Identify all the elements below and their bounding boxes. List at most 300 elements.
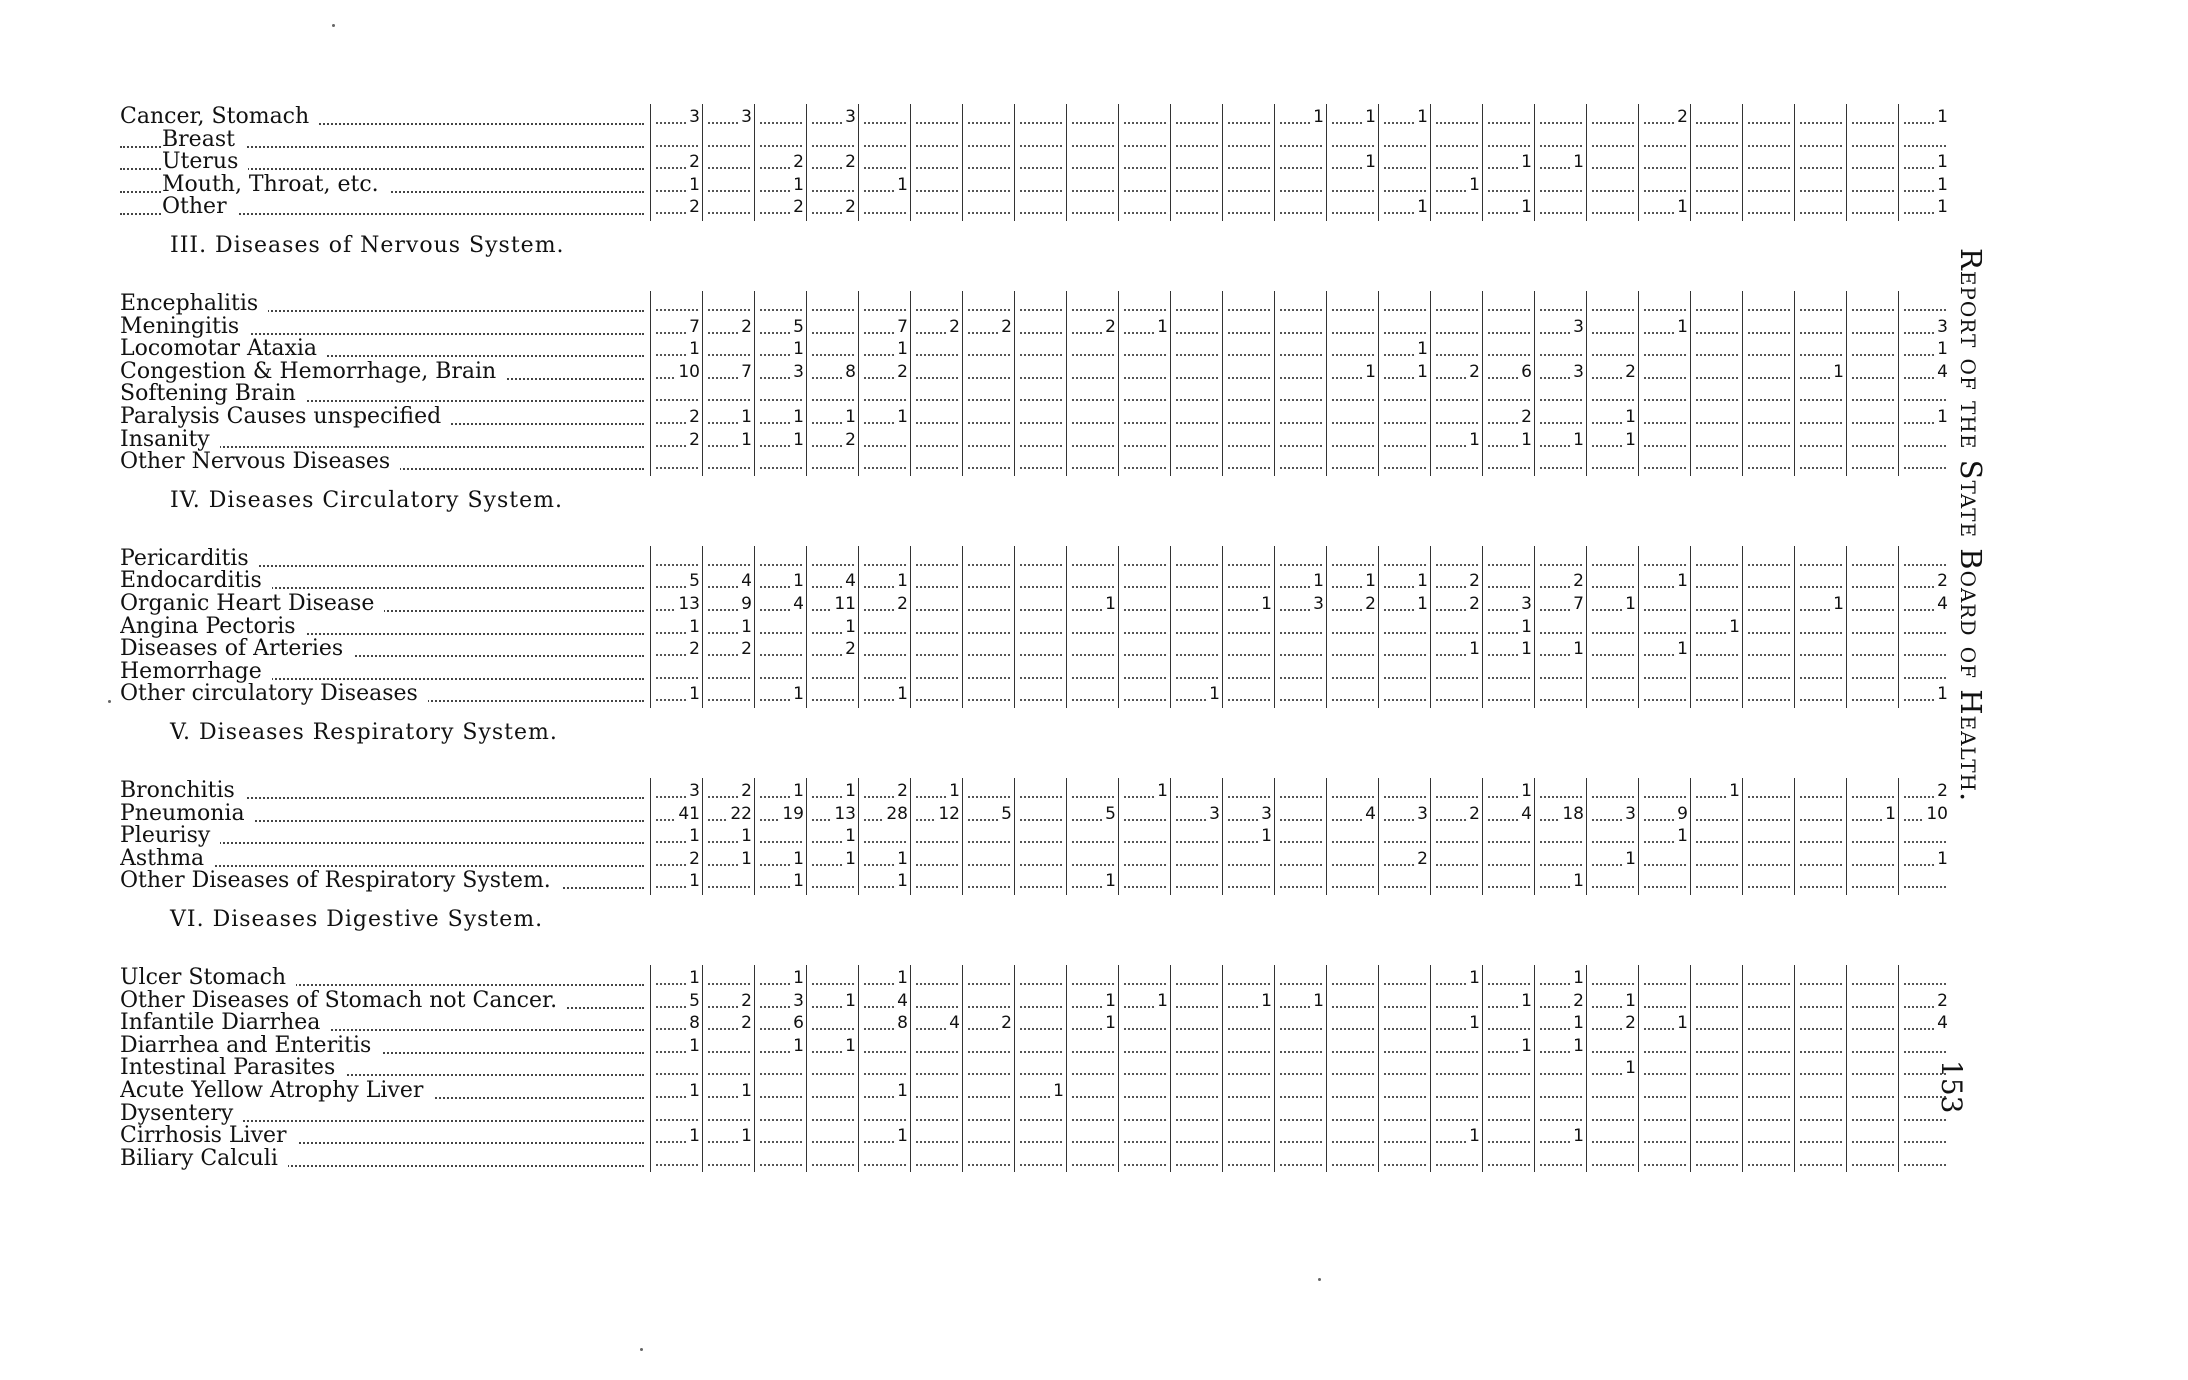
cell-dots (1384, 983, 1426, 985)
table-cell (810, 967, 856, 989)
table-cell (1902, 1035, 1948, 1057)
table-cell (654, 1103, 700, 1125)
cell-dots (708, 699, 750, 701)
cell-dots (1228, 677, 1270, 679)
cell-dots (1592, 212, 1634, 214)
table-cell (914, 361, 960, 383)
cell-dots (1800, 864, 1842, 866)
column-rule (858, 104, 859, 221)
cell-dots (1436, 864, 1478, 866)
table-cell (1590, 106, 1636, 128)
table-cell (1642, 106, 1688, 128)
cell-dots (1280, 309, 1322, 311)
column-rule (1534, 965, 1535, 1172)
cell-value: 1 (1365, 107, 1376, 127)
table-cell (1590, 151, 1636, 173)
table-cell (1226, 361, 1272, 383)
cell-value: 1 (793, 1035, 804, 1056)
cell-dots (812, 1028, 854, 1030)
table-cell (1902, 616, 1948, 638)
row-label-text: Endocarditis (120, 570, 272, 592)
paper-speck (1318, 1278, 1321, 1281)
cell-value: 1 (1417, 197, 1428, 218)
cell-dots (1488, 467, 1530, 469)
table-cell (758, 1125, 804, 1147)
cell-dots (1748, 1119, 1790, 1121)
cell-dots (812, 1119, 854, 1121)
table-cell (1226, 106, 1272, 128)
table-cell (1434, 406, 1480, 428)
table-cell (862, 661, 908, 683)
cell-dots (708, 309, 750, 311)
table-cell (1434, 129, 1480, 151)
column-rule (1690, 546, 1691, 708)
cell-dots (916, 122, 958, 124)
table-cell (966, 825, 1012, 847)
cell-dots (1280, 354, 1322, 356)
table-row (120, 847, 1948, 870)
table-cell (1850, 196, 1896, 218)
cell-dots (1748, 422, 1790, 424)
cell-value: 2 (1573, 571, 1584, 592)
cell-dots (1280, 632, 1322, 634)
cell-dots (1020, 1006, 1062, 1008)
row-label-text: Other Diseases of Respiratory System. (120, 870, 561, 892)
table-cell (1746, 848, 1792, 870)
cell-dots (916, 1141, 958, 1143)
cell-dots (1176, 654, 1218, 656)
cell-value: 1 (1573, 639, 1584, 660)
table-cell (914, 174, 960, 196)
cell-dots (1800, 212, 1842, 214)
row-label (120, 338, 644, 360)
cell-value: 3 (1573, 316, 1584, 337)
cell-dots (1436, 1096, 1478, 1098)
column-rule (1638, 291, 1639, 476)
cell-value: 2 (897, 361, 908, 382)
cell-value: 1 (845, 990, 856, 1011)
table-cell (1850, 174, 1896, 196)
cell-dots (1748, 841, 1790, 843)
cell-dots (1332, 1051, 1374, 1053)
cell-dots (1644, 190, 1686, 192)
table-row (120, 338, 1948, 361)
cell-dots (1436, 399, 1478, 401)
table-cell (1798, 870, 1844, 892)
cell-dots (1228, 586, 1270, 588)
cell-dots (1124, 983, 1166, 985)
cell-dots (1124, 864, 1166, 866)
cell-value: 2 (741, 1013, 752, 1034)
table-cell (914, 661, 960, 683)
table-cell (1538, 151, 1584, 173)
cell-dots (1228, 190, 1270, 192)
table-cell (1018, 383, 1064, 405)
cell-dots (1800, 819, 1842, 821)
column-rule (702, 546, 703, 708)
table-cell (758, 616, 804, 638)
cell-dots (1748, 564, 1790, 566)
table-cell (1486, 967, 1532, 989)
table-cell (1278, 1080, 1324, 1102)
table-cell (654, 661, 700, 683)
table-cell (1122, 174, 1168, 196)
column-rule (650, 104, 651, 221)
table-cell (1018, 1080, 1064, 1102)
table-cell (758, 1080, 804, 1102)
table-cell (758, 129, 804, 151)
table-row (120, 129, 1920, 151)
cell-value: 3 (1313, 594, 1324, 614)
cell-dots (1072, 699, 1114, 701)
cell-value: 1 (741, 429, 752, 450)
column-rule (1222, 546, 1223, 708)
column-rule (650, 291, 651, 476)
table-row (120, 870, 1920, 892)
cell-value: 9 (741, 594, 752, 614)
cell-dots (916, 632, 958, 634)
table-cell (1850, 638, 1896, 660)
cell-dots (1748, 796, 1790, 798)
cell-dots (1124, 190, 1166, 192)
cell-dots (1228, 699, 1270, 701)
table-cell (1018, 196, 1064, 218)
column-rule (1794, 104, 1795, 221)
cell-value: 1 (1261, 990, 1272, 1011)
table-cell (966, 616, 1012, 638)
cell-dots (1592, 190, 1634, 192)
cell-dots (1124, 819, 1166, 821)
cell-dots (916, 699, 958, 701)
cell-value: 6 (1521, 361, 1532, 382)
cell-dots (968, 354, 1010, 356)
cell-dots (1332, 1096, 1374, 1098)
cell-value: 1 (1417, 107, 1428, 127)
cell-dots (1020, 122, 1062, 124)
table-cell (1330, 196, 1376, 218)
cell-dots (1644, 1119, 1686, 1121)
cell-dots (1748, 654, 1790, 656)
cell-dots (1332, 841, 1374, 843)
table-cell (1642, 406, 1688, 428)
table-cell (758, 548, 804, 570)
cell-dots (1176, 399, 1218, 401)
table-cell (1538, 383, 1584, 405)
table-cell (1590, 990, 1636, 1012)
cell-dots (1436, 1073, 1478, 1075)
table-cell (1174, 638, 1220, 660)
table-cell (1122, 361, 1168, 383)
table-cell (654, 683, 700, 705)
column-rule (1378, 104, 1379, 221)
cell-value: 1 (1365, 361, 1376, 382)
cell-value: 1 (741, 407, 752, 427)
table-cell (1226, 638, 1272, 660)
table-cell (862, 848, 908, 870)
table-cell (1694, 825, 1740, 847)
column-rule (1118, 778, 1119, 895)
cell-dots (1332, 1073, 1374, 1075)
table-cell (1278, 174, 1324, 196)
cell-dots (1384, 564, 1426, 566)
table-cell (654, 174, 700, 196)
cell-dots (1488, 122, 1530, 124)
cell-value: 1 (1521, 429, 1532, 450)
cell-dots (1228, 445, 1270, 447)
cell-dots (916, 841, 958, 843)
cell-dots (1384, 467, 1426, 469)
cell-dots (1904, 467, 1946, 469)
cell-dots (1488, 354, 1530, 356)
cell-dots (1124, 309, 1166, 311)
cell-dots (1280, 1141, 1322, 1143)
cell-dots (1748, 632, 1790, 634)
column-rule (1586, 778, 1587, 895)
table-cell (654, 129, 700, 151)
table-cell (758, 361, 804, 383)
cell-dots (1280, 886, 1322, 888)
table-cell (1278, 967, 1324, 989)
cell-dots (812, 145, 854, 147)
table-cell (1434, 661, 1480, 683)
table-cell (1798, 1148, 1844, 1170)
cell-dots (812, 677, 854, 679)
cell-dots (656, 1164, 698, 1166)
cell-value: 1 (1573, 152, 1584, 173)
table-cell (862, 1035, 908, 1057)
table-cell (1174, 967, 1220, 989)
cell-dots (1020, 145, 1062, 147)
table-cell (1226, 1080, 1272, 1102)
table-cell (1486, 661, 1532, 683)
table-cell (1018, 1148, 1064, 1170)
table-cell (1382, 106, 1428, 128)
table-cell (1018, 451, 1064, 473)
table-cell (1330, 1103, 1376, 1125)
table-cell (1642, 638, 1688, 660)
table-cell (1330, 570, 1376, 592)
table-cell (758, 593, 804, 615)
table-cell (1226, 548, 1272, 570)
cell-dots (1800, 796, 1842, 798)
table-cell (1590, 780, 1636, 802)
table-cell (1642, 990, 1688, 1012)
cell-dots (1072, 422, 1114, 424)
cell-value: 10 (1926, 803, 1948, 824)
row-label (120, 1103, 644, 1125)
table-cell (1642, 616, 1688, 638)
cell-dots (1748, 864, 1790, 866)
table-cell (966, 1148, 1012, 1170)
cell-dots (1124, 354, 1166, 356)
column-rule (1742, 291, 1743, 476)
table-cell (1070, 174, 1116, 196)
table-cell (1226, 293, 1272, 315)
cell-dots (1696, 422, 1738, 424)
cell-dots (1592, 1119, 1634, 1121)
cell-value: 2 (1625, 1013, 1636, 1034)
row-label-text: Other Diseases of Stomach not Cancer. (120, 990, 567, 1012)
cell-dots (1072, 632, 1114, 634)
table-cell (1902, 196, 1948, 218)
cell-dots (1020, 654, 1062, 656)
table-cell (1538, 967, 1584, 989)
row-label (120, 825, 644, 847)
cell-value: 1 (1937, 152, 1948, 173)
table-cell (966, 383, 1012, 405)
cell-value: 1 (793, 684, 804, 705)
table-cell (758, 1148, 804, 1170)
table-cell (1694, 780, 1740, 802)
row-label-text: Bronchitis (120, 780, 245, 802)
cell-dots (1228, 422, 1270, 424)
table-cell (1798, 638, 1844, 660)
cell-dots (1384, 1073, 1426, 1075)
table-cell (1798, 151, 1844, 173)
table-cell (810, 293, 856, 315)
table-cell (1850, 825, 1896, 847)
table-cell (1382, 1148, 1428, 1170)
table-cell (966, 570, 1012, 592)
table-cell (1850, 106, 1896, 128)
table-cell (1486, 129, 1532, 151)
cell-dots (1800, 1119, 1842, 1121)
table-cell (706, 106, 752, 128)
table-cell (1382, 848, 1428, 870)
table-cell (706, 570, 752, 592)
cell-dots (1072, 190, 1114, 192)
cell-value: 1 (1573, 1126, 1584, 1147)
table-cell (1486, 870, 1532, 892)
cell-value: 1 (1105, 871, 1116, 892)
table-cell (862, 825, 908, 847)
cell-dots (1228, 145, 1270, 147)
table-cell (654, 990, 700, 1012)
table-cell (1694, 429, 1740, 451)
column-rule (1378, 965, 1379, 1172)
table-cell (1122, 548, 1168, 570)
table-row (120, 593, 1948, 615)
column-rule (1274, 778, 1275, 895)
table-cell (706, 1125, 752, 1147)
table-cell (706, 548, 752, 570)
table-cell (706, 316, 752, 338)
table-cell (1798, 825, 1844, 847)
cell-dots (1332, 332, 1374, 334)
column-rule (650, 778, 651, 895)
table-cell (1538, 593, 1584, 615)
table-cell (1382, 316, 1428, 338)
cell-value: 1 (897, 848, 908, 869)
table-cell (706, 293, 752, 315)
table-cell (758, 196, 804, 218)
cell-dots (1488, 332, 1530, 334)
table-cell (1746, 870, 1792, 892)
cell-dots (1800, 654, 1842, 656)
cell-dots (1696, 654, 1738, 656)
table-cell (654, 406, 700, 428)
table-row (120, 1080, 1920, 1102)
row-label (120, 780, 644, 802)
cell-dots (1748, 467, 1790, 469)
table-cell (1694, 870, 1740, 892)
table-cell (1226, 1148, 1272, 1170)
cell-dots (1488, 1164, 1530, 1166)
column-rule (1690, 291, 1691, 476)
table-cell (862, 870, 908, 892)
table-cell (1018, 406, 1064, 428)
table-cell (1434, 383, 1480, 405)
table-cell (1642, 1148, 1688, 1170)
table-cell (1746, 129, 1792, 151)
cell-value: 1 (689, 1126, 700, 1147)
cell-value: 5 (689, 571, 700, 592)
cell-dots (1124, 1051, 1166, 1053)
table-cell (1278, 848, 1324, 870)
table-cell (1486, 151, 1532, 173)
table-cell (1746, 1035, 1792, 1057)
table-cell (1902, 361, 1948, 383)
cell-dots (1852, 122, 1894, 124)
section-title: VI. Diseases Digestive System. (170, 907, 544, 932)
table-cell (1070, 616, 1116, 638)
cell-value: 1 (1677, 571, 1688, 592)
cell-value: 1 (741, 1081, 752, 1101)
cell-value: 1 (1677, 639, 1688, 660)
cell-dots (916, 1119, 958, 1121)
cell-dots (1592, 632, 1634, 634)
cell-dots (1852, 422, 1894, 424)
cell-dots (1592, 145, 1634, 147)
cell-dots (1020, 632, 1062, 634)
cell-dots (864, 632, 906, 634)
cell-dots (1696, 564, 1738, 566)
table-cell (1018, 848, 1064, 870)
cell-value: 28 (886, 803, 908, 824)
cell-value: 3 (1625, 803, 1636, 824)
cell-dots (1020, 864, 1062, 866)
table-cell (1850, 151, 1896, 173)
table-cell (1590, 683, 1636, 705)
table-cell (1330, 593, 1376, 615)
cell-value: 2 (741, 990, 752, 1011)
table-cell (1382, 451, 1428, 473)
cell-dots (760, 309, 802, 311)
cell-dots (1904, 983, 1946, 985)
cell-dots (1280, 819, 1322, 821)
column-rule (962, 778, 963, 895)
cell-value: 1 (1521, 781, 1532, 801)
cell-dots (1020, 1028, 1062, 1030)
cell-dots (1124, 654, 1166, 656)
table-cell (1902, 174, 1948, 196)
cell-dots (1280, 1119, 1322, 1121)
table-cell (1278, 1103, 1324, 1125)
cell-dots (1904, 886, 1946, 888)
table-cell (1070, 129, 1116, 151)
cell-dots (1852, 212, 1894, 214)
table-cell (1746, 570, 1792, 592)
cell-dots (1852, 677, 1894, 679)
table-cell (1382, 429, 1428, 451)
cell-value: 2 (689, 407, 700, 427)
cell-dots (968, 796, 1010, 798)
cell-dots (1540, 1096, 1582, 1098)
cell-dots (1332, 212, 1374, 214)
table-cell (1070, 990, 1116, 1012)
cell-dots (1800, 354, 1842, 356)
row-label-text: Other Nervous Diseases (120, 451, 400, 473)
